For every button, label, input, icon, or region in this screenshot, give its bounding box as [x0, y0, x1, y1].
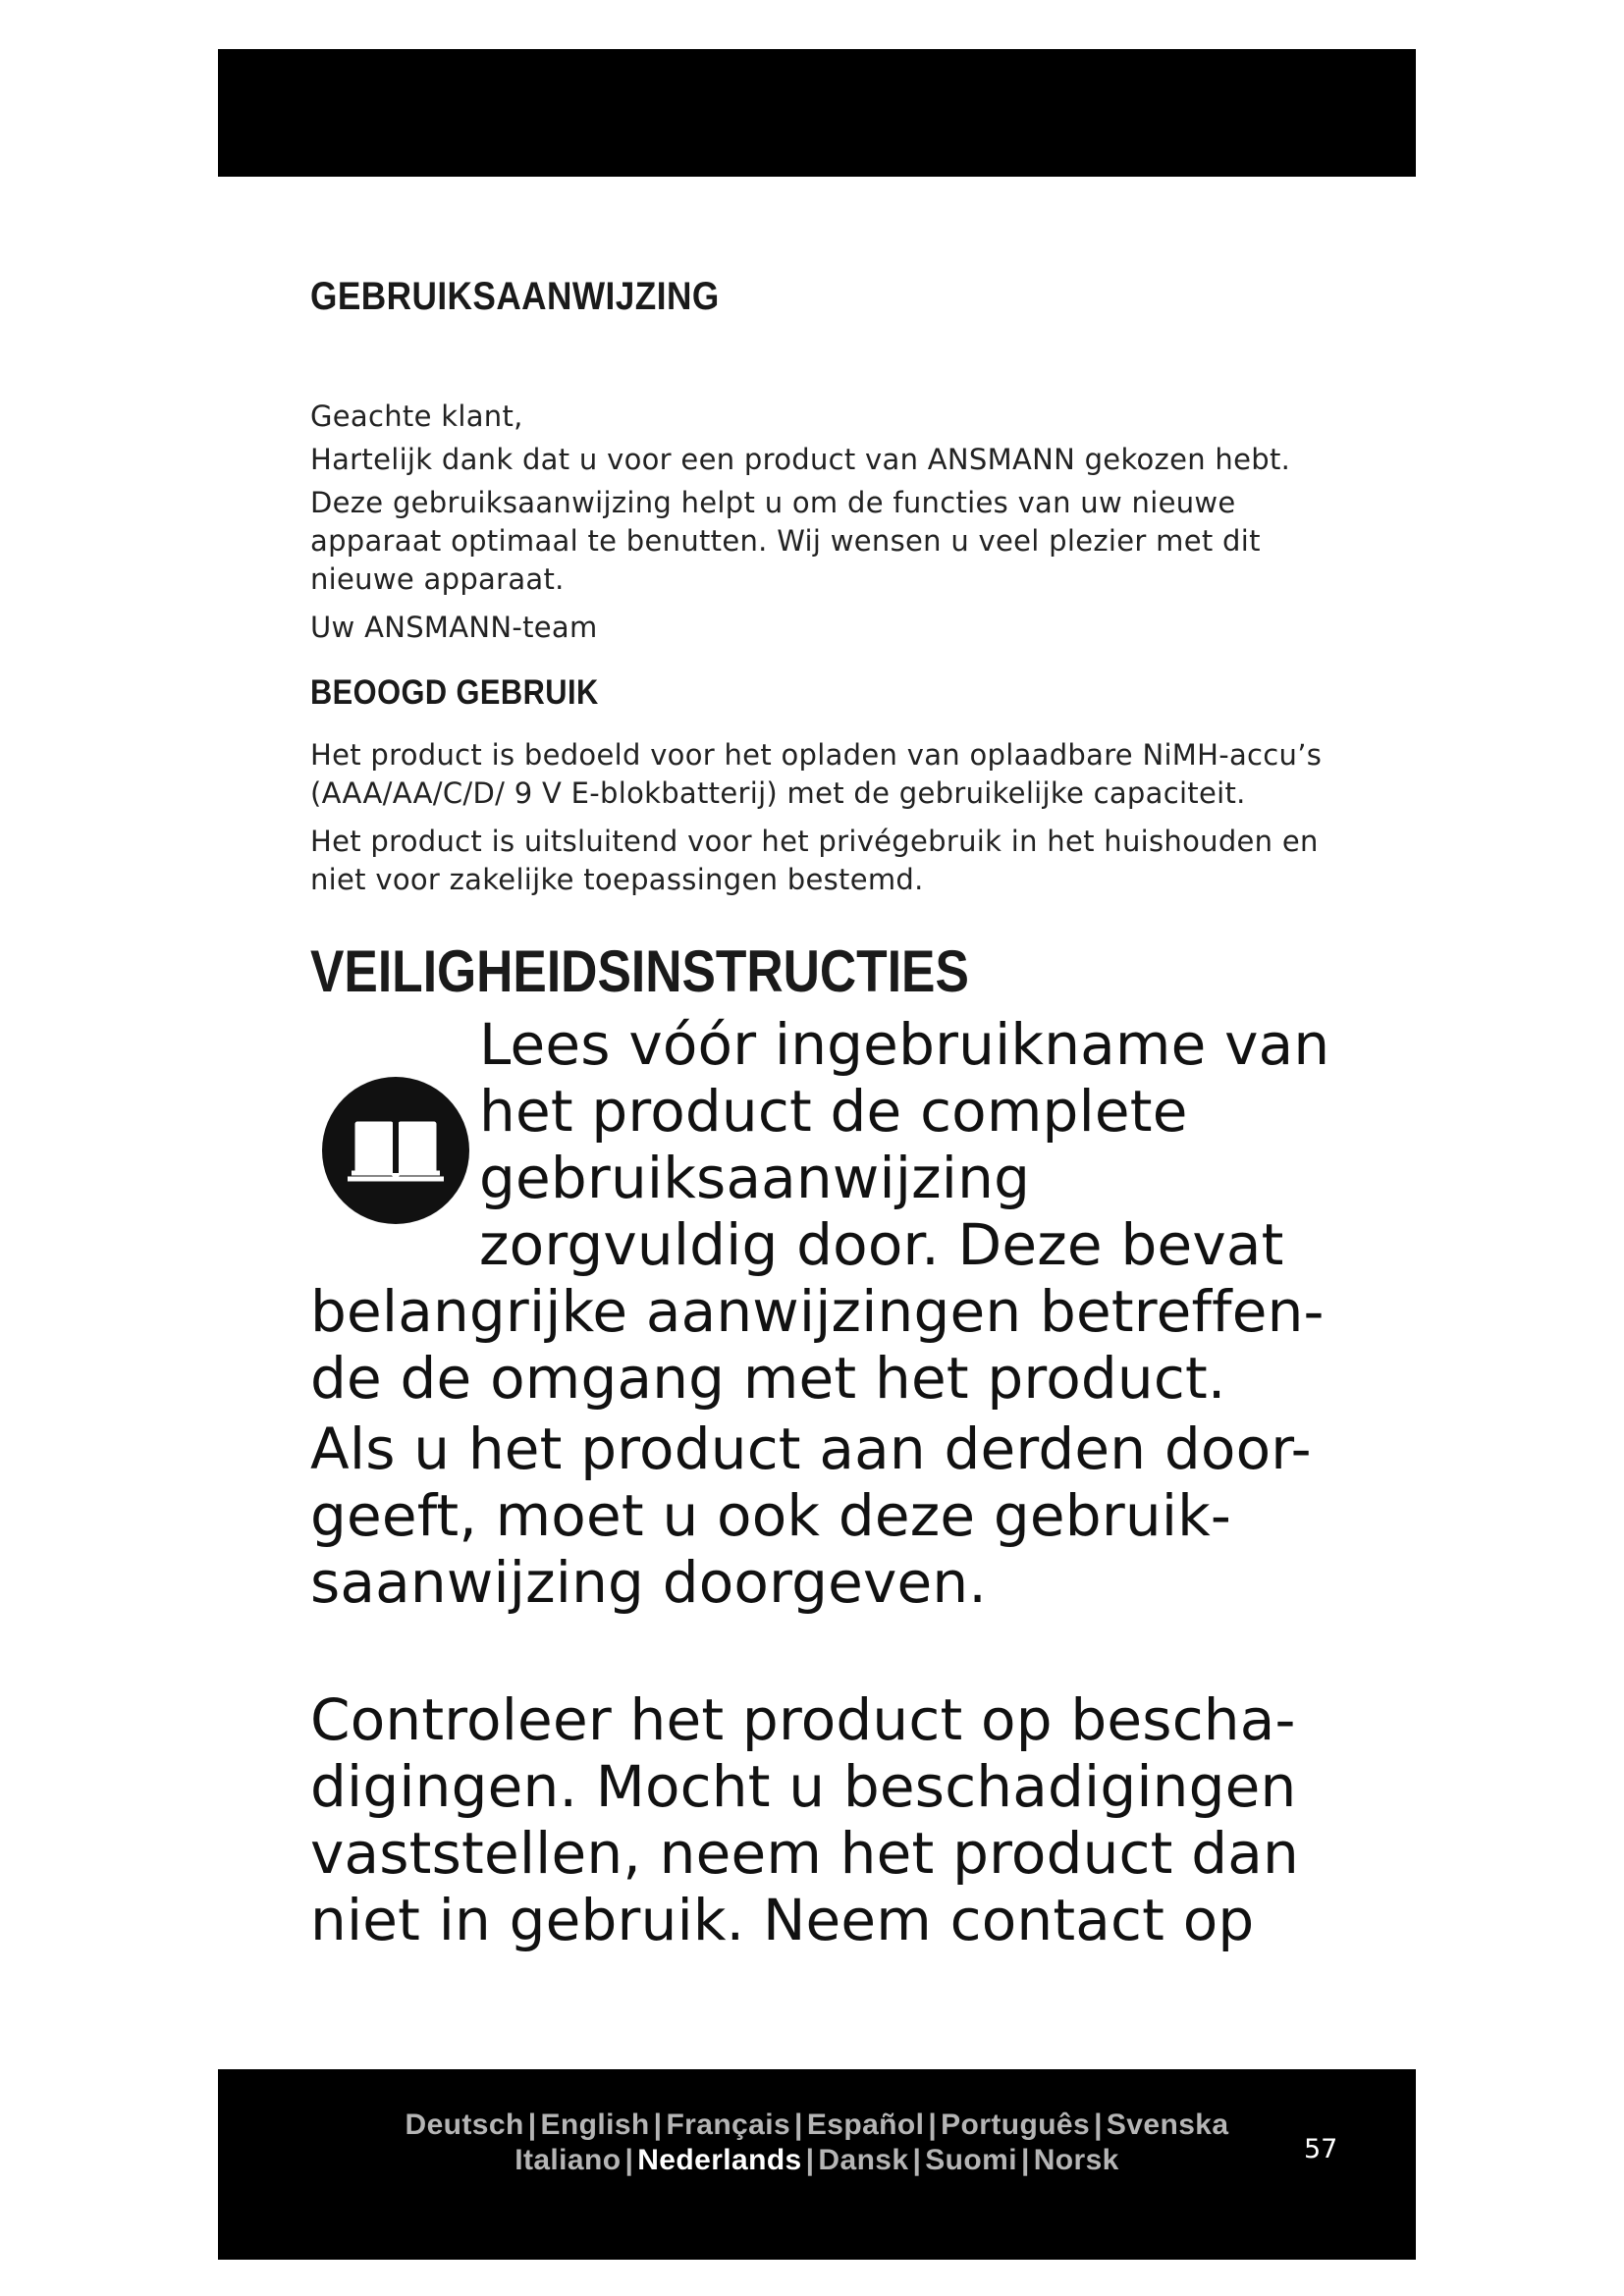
- read-line-3: gebruiksaanwijzing: [479, 1145, 1031, 1211]
- inspect-text: [310, 1686, 1351, 1953]
- greeting: Geachte klant,: [310, 400, 523, 433]
- pass-on-line-1: Als u het product aan derden door-: [310, 1415, 1312, 1482]
- lang-suomi[interactable]: Suomi: [925, 2144, 1017, 2176]
- pass-on-line-3: saanwijzing doorgeven.: [310, 1549, 988, 1616]
- intended-use-paragraph-1: Het product is bedoeld voor het opladen van oplaadbare NiMH-accu’s (AAA/AA/C/D/ 9 V E-blokbatterij) met de gebruikelijke capaciteit.: [310, 738, 1323, 810]
- intended-use-title: BEOOGD GEBRUIK: [310, 673, 599, 712]
- lang-separator: |: [624, 2144, 634, 2176]
- pass-on-line-2: geeft, moet u ook deze gebruik-: [310, 1482, 1232, 1549]
- intended-use-paragraph-2: Het product is uitsluitend voor het privégebruik in het huishouden en niet voor zakelijke toepassingen bestemd.: [310, 825, 1319, 896]
- lang-norsk[interactable]: Norsk: [1033, 2144, 1119, 2176]
- lang-separator: |: [912, 2144, 922, 2176]
- lang-svenska[interactable]: Svenska: [1106, 2109, 1229, 2141]
- read-line-1: Lees vóór ingebruikname van: [479, 1011, 1330, 1078]
- lang-portugues[interactable]: Português: [941, 2109, 1091, 2141]
- page-title: GEBRUIKSAANWIJZING: [310, 275, 720, 318]
- lang-dansk[interactable]: Dansk: [818, 2144, 909, 2176]
- inspect-line-1: Controleer het product op bescha-: [310, 1686, 1296, 1753]
- language-nav-line-1: [218, 2109, 1416, 2142]
- lang-italiano[interactable]: Italiano: [514, 2144, 622, 2176]
- lang-separator: |: [794, 2109, 803, 2141]
- header-bar: [218, 49, 1416, 177]
- lang-francais[interactable]: Français: [666, 2109, 791, 2141]
- lang-nederlands-active[interactable]: Nederlands: [637, 2144, 802, 2176]
- lang-separator: |: [1094, 2109, 1103, 2141]
- lang-separator: |: [928, 2109, 938, 2141]
- lang-separator: |: [527, 2109, 537, 2141]
- read-line-5: belangrijke aanwijzingen betreffen-: [310, 1278, 1325, 1345]
- pass-on-text: [310, 1415, 1351, 1616]
- footer-bar: [218, 2069, 1416, 2260]
- lang-english[interactable]: English: [540, 2109, 650, 2141]
- lang-separator: |: [653, 2109, 663, 2141]
- signoff-text: Uw ANSMANN-team: [310, 611, 598, 644]
- read-manual-text: [310, 1011, 1351, 1412]
- read-line-2: het product de complete: [479, 1078, 1188, 1145]
- read-line-4: zorgvuldig door. Deze bevat: [479, 1211, 1284, 1278]
- language-nav-line-2: [218, 2144, 1416, 2177]
- lang-separator: |: [805, 2144, 815, 2176]
- lang-espanol[interactable]: Español: [806, 2109, 925, 2141]
- safety-title: VEILIGHEIDSINSTRUCTIES: [310, 938, 969, 1004]
- inspect-line-3: vaststellen, neem het product dan: [310, 1820, 1299, 1887]
- lang-separator: |: [1020, 2144, 1030, 2176]
- read-line-6: de de omgang met het product.: [310, 1345, 1226, 1412]
- lang-deutsch[interactable]: Deutsch: [405, 2109, 524, 2141]
- inspect-line-4: niet in gebruik. Neem contact op: [310, 1887, 1255, 1953]
- inspect-line-2: digingen. Mocht u beschadigingen: [310, 1753, 1297, 1820]
- page-number: 57: [1304, 2134, 1338, 2164]
- purpose-text: Deze gebruiksaanwijzing helpt u om de functies van uw nieuwe apparaat optimaal te benutten. Wij wensen u veel plezier met dit nieuwe apparaat.: [310, 486, 1261, 596]
- thanks-text: Hartelijk dank dat u voor een product van ANSMANN gekozen hebt.: [310, 443, 1291, 476]
